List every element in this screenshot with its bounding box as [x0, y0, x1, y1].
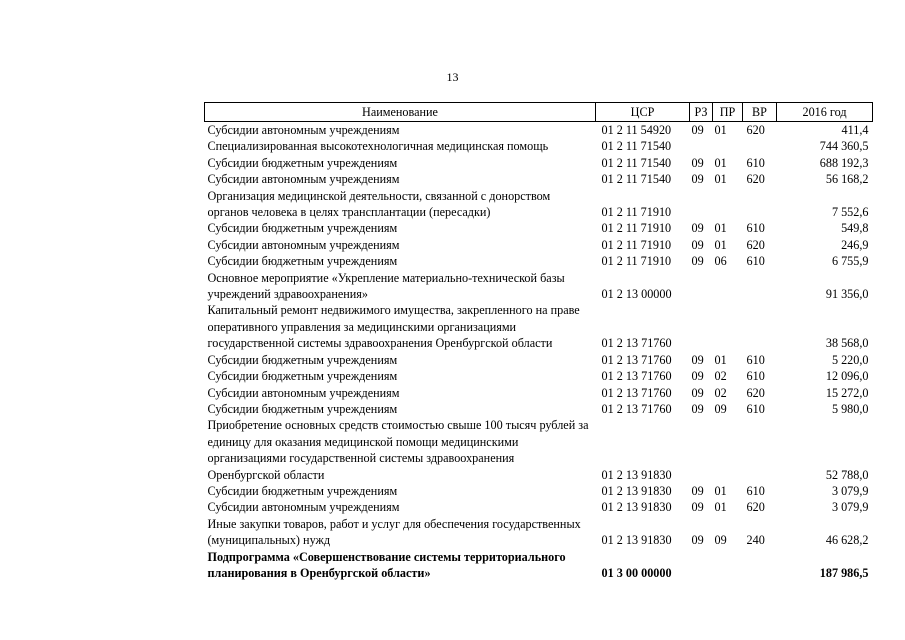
cell-name: Специализированная высокотехнологичная медицинская помощь — [207, 139, 549, 154]
cell-name: Субсидии бюджетным учреждениям — [207, 483, 398, 498]
cell-vr: 610 — [746, 369, 765, 384]
cell-vr — [743, 270, 777, 303]
table-row — [205, 188, 873, 221]
cell-name: Основное мероприятие «Укрепление материально-технической базы учреждений здравоохранения» — [207, 270, 565, 302]
cell-pr: 01 — [714, 155, 727, 170]
header-vr: ВР — [743, 103, 777, 122]
cell-pr — [713, 188, 743, 221]
cell-pr: 02 — [714, 369, 727, 384]
table-row — [205, 220, 873, 236]
page-number: 13 — [446, 70, 459, 84]
cell-csr: 01 2 11 71910 — [601, 254, 672, 269]
table-row — [205, 171, 873, 187]
cell-rz — [690, 302, 713, 351]
table-row — [205, 138, 873, 154]
cell-amount: 549,8 — [841, 221, 869, 236]
table-row — [205, 155, 873, 171]
cell-csr: 01 2 11 54920 — [601, 123, 672, 137]
cell-pr: 02 — [714, 385, 727, 400]
cell-csr: 01 2 13 71760 — [601, 369, 672, 384]
cell-csr: 01 2 13 91830 — [601, 500, 672, 515]
header-amount: 2016 год — [777, 103, 873, 122]
cell-rz: 09 — [691, 385, 704, 400]
cell-rz: 09 — [691, 401, 704, 416]
cell-amount: 12 096,0 — [825, 369, 869, 384]
cell-csr: 01 2 11 71910 — [601, 237, 672, 252]
cell-amount: 3 079,9 — [831, 483, 869, 498]
table-row — [205, 122, 873, 139]
cell-rz — [690, 270, 713, 303]
cell-amount: 6 755,9 — [831, 254, 869, 269]
cell-amount: 38 568,0 — [825, 336, 869, 351]
cell-amount: 411,4 — [841, 123, 869, 137]
cell-amount: 91 356,0 — [825, 287, 869, 302]
cell-pr: 06 — [714, 254, 727, 269]
cell-csr: 01 3 00 00000 — [601, 565, 672, 580]
table-row — [205, 237, 873, 253]
cell-vr — [743, 549, 777, 582]
cell-rz — [690, 549, 713, 582]
cell-amount: 187 986,5 — [819, 565, 869, 580]
cell-vr: 610 — [746, 483, 765, 498]
cell-amount: 3 079,9 — [831, 500, 869, 515]
cell-amount: 56 168,2 — [825, 172, 869, 187]
cell-amount: 52 788,0 — [825, 467, 869, 482]
table-row — [205, 516, 873, 549]
cell-amount: 15 272,0 — [825, 385, 869, 400]
cell-csr: 01 2 13 91830 — [601, 483, 672, 498]
cell-rz — [690, 188, 713, 221]
table-row — [205, 483, 873, 499]
cell-vr: 240 — [746, 533, 765, 548]
cell-csr: 01 2 11 71910 — [601, 221, 672, 236]
cell-csr: 01 2 13 91830 — [601, 467, 672, 482]
cell-amount: 5 980,0 — [831, 401, 869, 416]
cell-pr: 01 — [714, 172, 727, 187]
cell-pr: 01 — [714, 123, 727, 137]
cell-vr: 620 — [746, 172, 765, 187]
cell-name: Субсидии бюджетным учреждениям — [207, 369, 398, 384]
cell-name: Субсидии бюджетным учреждениям — [207, 401, 398, 416]
cell-pr — [713, 138, 743, 154]
table-row — [205, 352, 873, 368]
cell-rz — [690, 138, 713, 154]
cell-amount: 688 192,3 — [819, 155, 869, 170]
cell-pr — [713, 270, 743, 303]
cell-vr — [743, 417, 777, 483]
cell-pr: 09 — [714, 533, 727, 548]
cell-vr: 610 — [746, 221, 765, 236]
cell-amount: 744 360,5 — [819, 139, 869, 154]
cell-name: Субсидии бюджетным учреждениям — [207, 254, 398, 269]
cell-rz: 09 — [691, 237, 704, 252]
cell-csr: 01 2 11 71540 — [601, 155, 672, 170]
table-row — [205, 368, 873, 384]
cell-name: Иные закупки товаров, работ и услуг для обеспечения государственных (муниципальных) нужд — [207, 516, 581, 548]
cell-amount: 5 220,0 — [831, 352, 869, 367]
cell-vr — [743, 302, 777, 351]
table-header-row — [205, 103, 873, 122]
cell-csr: 01 2 13 71760 — [601, 385, 672, 400]
cell-rz: 09 — [691, 172, 704, 187]
cell-pr: 01 — [714, 500, 727, 515]
budget-table — [204, 102, 873, 581]
cell-amount: 246,9 — [841, 237, 869, 252]
cell-csr: 01 2 11 71540 — [601, 139, 672, 154]
cell-csr: 01 2 13 71760 — [601, 401, 672, 416]
cell-rz: 09 — [691, 155, 704, 170]
cell-amount: 46 628,2 — [825, 533, 869, 548]
cell-name: Приобретение основных средств стоимостью свыше 100 тысяч рублей за единицу для оказания медицинской помощи медицинскими организациями государственной системы здравоохранения Оренбургской области — [207, 418, 589, 482]
table-row — [205, 385, 873, 401]
cell-pr: 09 — [714, 401, 727, 416]
header-pr: ПР — [713, 103, 743, 122]
cell-rz: 09 — [691, 483, 704, 498]
cell-name: Субсидии автономным учреждениям — [207, 123, 400, 137]
cell-name: Субсидии автономным учреждениям — [207, 385, 400, 400]
cell-pr — [713, 549, 743, 582]
cell-pr: 01 — [714, 352, 727, 367]
cell-name: Субсидии автономным учреждениям — [207, 500, 400, 515]
cell-csr: 01 2 11 71910 — [601, 205, 672, 220]
cell-name: Субсидии автономным учреждениям — [207, 237, 400, 252]
cell-vr: 620 — [746, 385, 765, 400]
cell-vr — [743, 188, 777, 221]
table-row — [205, 302, 873, 351]
cell-pr: 01 — [714, 237, 727, 252]
cell-rz: 09 — [691, 533, 704, 548]
cell-vr: 620 — [746, 500, 765, 515]
table-row — [205, 253, 873, 269]
cell-name: Субсидии автономным учреждениям — [207, 172, 400, 187]
cell-name: Субсидии бюджетным учреждениям — [207, 155, 398, 170]
table-body — [205, 122, 873, 582]
cell-rz: 09 — [691, 123, 704, 137]
cell-vr: 610 — [746, 254, 765, 269]
cell-pr: 01 — [714, 483, 727, 498]
cell-vr: 610 — [746, 155, 765, 170]
table-row — [205, 417, 873, 483]
cell-name: Организация медицинской деятельности, связанной с донорством органов человека в целях трансплантации (пересадки) — [207, 188, 551, 220]
cell-rz: 09 — [691, 254, 704, 269]
cell-vr — [743, 138, 777, 154]
cell-vr: 610 — [746, 352, 765, 367]
cell-vr: 610 — [746, 401, 765, 416]
cell-rz: 09 — [691, 369, 704, 384]
table-row — [205, 270, 873, 303]
cell-csr: 01 2 13 00000 — [601, 287, 672, 302]
cell-rz: 09 — [691, 221, 704, 236]
cell-pr: 01 — [714, 221, 727, 236]
header-name: Наименование — [205, 103, 596, 122]
table-row — [205, 499, 873, 515]
cell-csr: 01 2 11 71540 — [601, 172, 672, 187]
cell-name: Подпрограмма «Совершенствование системы территориального планирования в Оренбургской области» — [207, 549, 566, 580]
cell-name: Субсидии бюджетным учреждениям — [207, 352, 398, 367]
cell-csr: 01 2 13 71760 — [601, 336, 672, 351]
cell-amount: 7 552,6 — [831, 205, 869, 220]
cell-rz: 09 — [691, 500, 704, 515]
cell-pr — [713, 302, 743, 351]
cell-rz — [690, 417, 713, 483]
cell-csr: 01 2 13 91830 — [601, 533, 672, 548]
cell-vr: 620 — [746, 237, 765, 252]
cell-vr: 620 — [746, 123, 765, 137]
cell-rz: 09 — [691, 352, 704, 367]
header-rz: РЗ — [690, 103, 713, 122]
header-csr: ЦСР — [596, 103, 690, 122]
cell-name: Капитальный ремонт недвижимого имущества, закрепленного на праве оперативного управления за медицинскими организациями государственной системы здравоохранения Оренбургской области — [207, 303, 580, 351]
table-row — [205, 401, 873, 417]
table-row — [205, 549, 873, 582]
cell-pr — [713, 417, 743, 483]
cell-name: Субсидии бюджетным учреждениям — [207, 221, 398, 236]
cell-csr: 01 2 13 71760 — [601, 352, 672, 367]
